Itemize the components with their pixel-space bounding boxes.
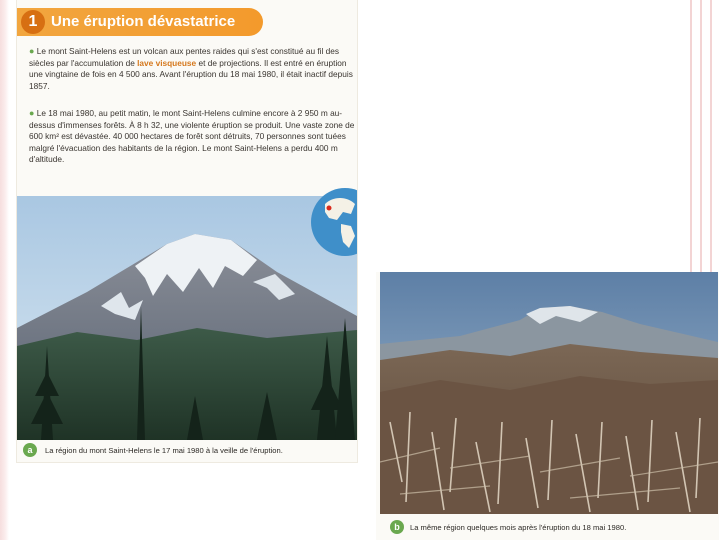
- bullet-icon: ●: [29, 108, 35, 118]
- paragraph-1: [29, 46, 355, 92]
- paragraph-1-text-before: Le mont Saint-Helens est un volcan aux pentes raides qui s'est constitué au fil des siècles par l'accumulation de: [29, 46, 340, 68]
- paragraph-1-highlight: lave visqueuse: [137, 57, 197, 68]
- photo-b-letter: b: [390, 520, 404, 534]
- photo-b-caption: [386, 518, 716, 538]
- paragraph-2: [29, 108, 355, 166]
- photo-a-letter: a: [23, 443, 37, 457]
- photo-a-caption-text: La région du mont Saint-Helens le 17 mai 1980 à la veille de l'éruption.: [45, 446, 283, 455]
- textbook-page: [17, 0, 357, 462]
- paragraph-2-text: Le 18 mai 1980, au petit matin, le mont Saint-Helens culmine encore à 2 950 m au-dessus d'immenses forêts. À 8 h 32, une violente éruption se produit. Une vaste zone de 600 km² est dévastée. 40 000 hectares de forêt sont détruits, 70 personnes sont tuées malgré l'évacuation des habitants de la région. Le mont Saint-Helens a perdu 400 m d'altitude.: [29, 108, 355, 164]
- section-title: Une éruption dévastatrice: [51, 13, 236, 30]
- paragraph-1-text-after: et de projections. Il est entré en éruption une vingtaine de fois en 4 500 ans. Avant l'éruption du 18 mai 1980, il était inactif depuis 1857.: [29, 57, 353, 91]
- slide-border-left: [0, 0, 9, 540]
- section-number: 1: [21, 10, 45, 34]
- photo-b-caption-text: La même région quelques mois après l'éruption du 18 mai 1980.: [410, 523, 627, 532]
- globe-locator-icon: [307, 184, 357, 260]
- photo-a-caption: [21, 442, 357, 460]
- photo-mount-saint-helens-before: [17, 196, 357, 440]
- section-title-band: [17, 8, 263, 36]
- photo-b-panel: [376, 272, 719, 540]
- bullet-icon: ●: [29, 46, 35, 56]
- photo-mount-saint-helens-after: [380, 272, 718, 514]
